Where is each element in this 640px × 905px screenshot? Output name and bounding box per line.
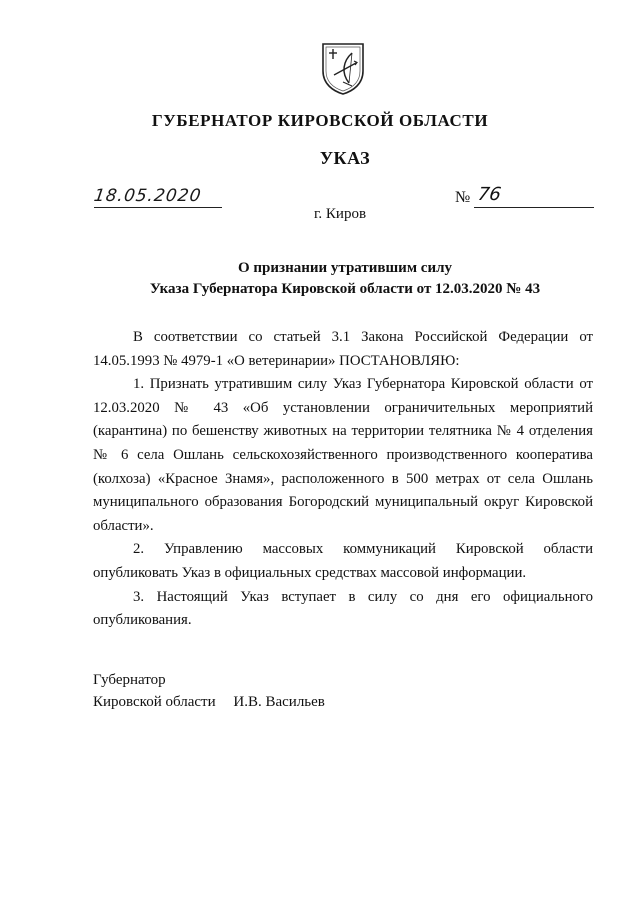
decree-date: 18.05.2020 (92, 186, 203, 206)
clause-1-paragraph: 1. Признать утратившим силу Указ Губернатора Кировской области от 12.03.2020 № 43 «Об установлении ограничительных мероприятий (карантина) по бешенству животных на территории телятника № 4 отделения № 6 села Ошлань сельскохозяйственного производственного кооператива (колхоза) «Красное Знамя», расположенного в 500 метрах от села Ошлань муниципального образования Богородский муниципальный округ Кировской области». (93, 376, 593, 534)
decree-subject (60, 258, 630, 300)
signature-block (93, 669, 325, 713)
signer-title-line-1: Губернатор (93, 672, 166, 688)
signer-line-2 (93, 691, 325, 713)
signer-name: И.В. Васильев (233, 694, 325, 710)
subject-line-1: О признании утратившим силу (238, 260, 452, 276)
clause-3-paragraph: 3. Настоящий Указ вступает в силу со дня его официального опубликования. (93, 588, 593, 629)
issue-city: г. Киров (313, 206, 367, 222)
number-label: № (455, 189, 471, 206)
preamble-paragraph: В соответствии со статьей 3.1 Закона Российской Федерации от 14.05.1993 № 4979-1 «О ветеринарии» ПОСТАНОВЛЯЮ: (93, 329, 593, 369)
coat-of-arms-icon (319, 41, 367, 95)
clause-2-paragraph: 2. Управлению массовых коммуникаций Кировской области опубликовать Указ в официальных средствах массовой информации. (93, 541, 593, 581)
issuer-title: ГУБЕРНАТОР КИРОВСКОЙ ОБЛАСТИ (151, 111, 489, 130)
document-type: УКАЗ (319, 148, 371, 168)
subject-line-2: Указа Губернатора Кировской области от 12.03.2020 № 43 (149, 281, 541, 297)
decree-number: 76 (476, 184, 503, 205)
decree-body (93, 326, 593, 633)
signer-title-line-2: Кировской области (93, 694, 216, 710)
